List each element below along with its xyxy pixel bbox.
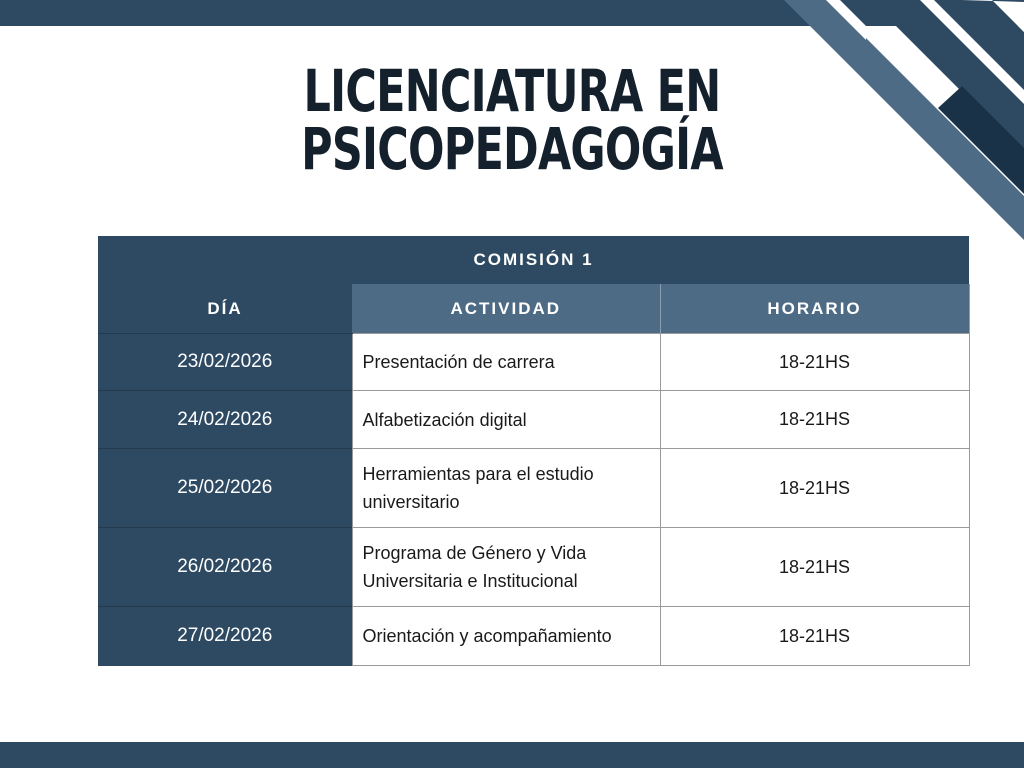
schedule-table: [98, 236, 970, 666]
table-row: [98, 528, 969, 607]
title-line-2: PSICOPEDAGOGÍA: [301, 115, 723, 183]
activity-cell: Orientación y acompañamiento: [352, 607, 660, 666]
time-cell: 18-21HS: [660, 449, 969, 528]
activity-cell: Alfabetización digital: [352, 391, 660, 449]
column-header-day: DÍA: [98, 284, 352, 334]
activity-cell: Presentación de carrera: [352, 334, 660, 391]
time-cell: 18-21HS: [660, 528, 969, 607]
commission-header: COMISIÓN 1: [98, 236, 969, 284]
title-line-1: LICENCIATURA EN: [303, 57, 721, 125]
column-header-time: HORARIO: [660, 284, 969, 334]
time-cell: 18-21HS: [660, 391, 969, 449]
top-bar: [0, 0, 1024, 26]
table-row: [98, 607, 969, 666]
day-cell: 26/02/2026: [98, 528, 352, 607]
table-row: [98, 334, 969, 391]
activity-cell: Programa de Género y Vida Universitaria e Institucional: [352, 528, 660, 607]
day-cell: 23/02/2026: [98, 334, 352, 391]
time-cell: 18-21HS: [660, 607, 969, 666]
table-row: [98, 391, 969, 449]
day-cell: 24/02/2026: [98, 391, 352, 449]
bottom-bar: [0, 742, 1024, 768]
activity-cell: Herramientas para el estudio universitario: [352, 449, 660, 528]
table-row: [98, 449, 969, 528]
page-title: [133, 57, 891, 183]
day-cell: 27/02/2026: [98, 607, 352, 666]
time-cell: 18-21HS: [660, 334, 969, 391]
column-header-activity: ACTIVIDAD: [352, 284, 660, 334]
day-cell: 25/02/2026: [98, 449, 352, 528]
